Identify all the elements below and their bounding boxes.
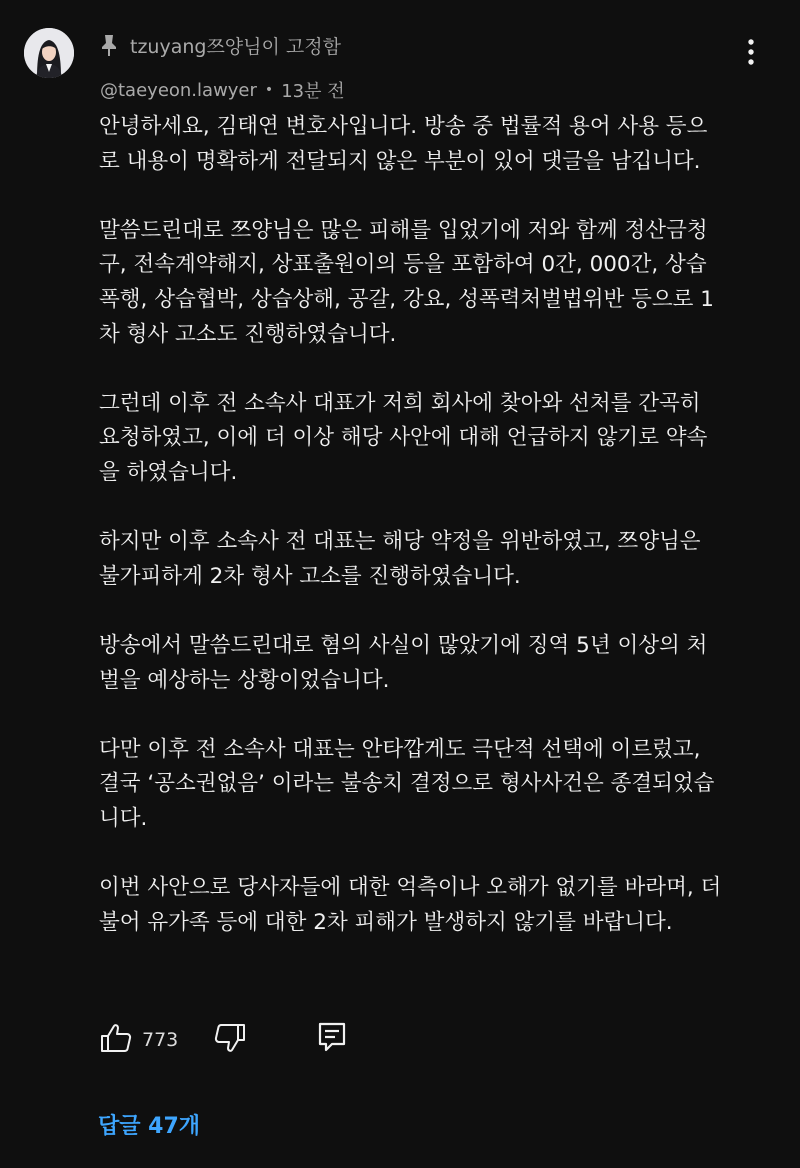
comment-line: 을 하였습니다. [99,459,238,485]
thumbs-down-icon [214,1023,246,1057]
comment-line: 구, 전속계약해지, 상표출원이의 등을 포함하여 0간, 000간, 상습 [99,252,707,278]
comment-line: 로 내용이 명확하게 전달되지 않은 부분이 있어 댓글을 남깁니다. [99,148,701,174]
comment-paragraph [99,387,779,491]
pinned-by-text: tzuyang쯔양님이 고정함 [130,35,341,58]
comment-line: 차 형사 고소도 진행하였습니다. [99,321,397,347]
comment-line: 요청하였고, 이에 더 이상 해당 사안에 대해 언급하지 않기로 약속 [99,425,708,451]
comment-line: 안녕하세요, 김태연 변호사입니다. 방송 중 법률적 용어 사용 등으 [99,114,708,139]
comment-paragraph [99,629,779,698]
comment-line: 그런데 이후 전 소속사 대표가 저희 회사에 찾아와 선처를 간곡히 [99,390,701,416]
comment-line: 불어 유가족 등에 대한 2차 피해가 발생하지 않기를 바랍니다. [99,909,673,935]
comment-line: 이번 사안으로 당사자들에 대한 억측이나 오해가 없기를 바라며, 더 [99,875,722,901]
pinned-label [100,30,341,60]
comment-paragraph [99,525,779,594]
avatar[interactable] [24,28,74,78]
avatar-image [24,28,74,78]
replies-toggle-button[interactable]: 답글 47개 [98,1113,201,1139]
reply-button[interactable] [318,1022,346,1058]
pin-icon [100,34,118,56]
comment-paragraph [99,214,779,352]
author-handle[interactable]: @taeyeon.lawyer [100,79,257,101]
more-vert-icon [747,38,755,70]
comment-line: 방송에서 말씀드린대로 혐의 사실이 많았기에 징역 5년 이상의 처 [99,632,708,658]
meta-separator: • [264,82,274,98]
comment-line: 다만 이후 전 소속사 대표는 안타깝게도 극단적 선택에 이르렀고, [99,736,701,762]
comment-icon [318,1022,346,1058]
comment-line: 벌을 예상하는 상황이었습니다. [99,667,390,693]
more-actions-button[interactable] [734,34,768,74]
thumbs-up-icon [100,1023,132,1057]
dislike-button[interactable] [214,1023,246,1057]
comment-line: 결국 ‘공소권없음’ 이라는 불송치 결정으로 형사사건은 종결되었습 [99,771,715,797]
comment-line: 불가피하게 2차 형사 고소를 진행하였습니다. [99,563,521,589]
like-button[interactable] [100,1023,132,1057]
comment-time[interactable]: 13분 전 [281,81,345,102]
like-count: 773 [142,1029,179,1051]
comment-line: 폭행, 상습협박, 상습상해, 공갈, 강요, 성폭력처벌법위반 등으로 1 [99,286,714,312]
comment-paragraph [99,110,779,179]
comment-line: 하지만 이후 소속사 전 대표는 해당 약정을 위반하였고, 쯔양님은 [99,529,701,555]
comment-meta [100,76,345,104]
comment-paragraph [99,733,779,837]
comment-text [99,110,779,975]
comment-line: 니다. [99,805,148,831]
comment-paragraph [99,871,779,940]
comment-line: 말씀드린대로 쯔양님은 많은 피해를 입었기에 저와 함께 정산금청 [99,217,708,243]
comment-actions [100,1020,346,1060]
